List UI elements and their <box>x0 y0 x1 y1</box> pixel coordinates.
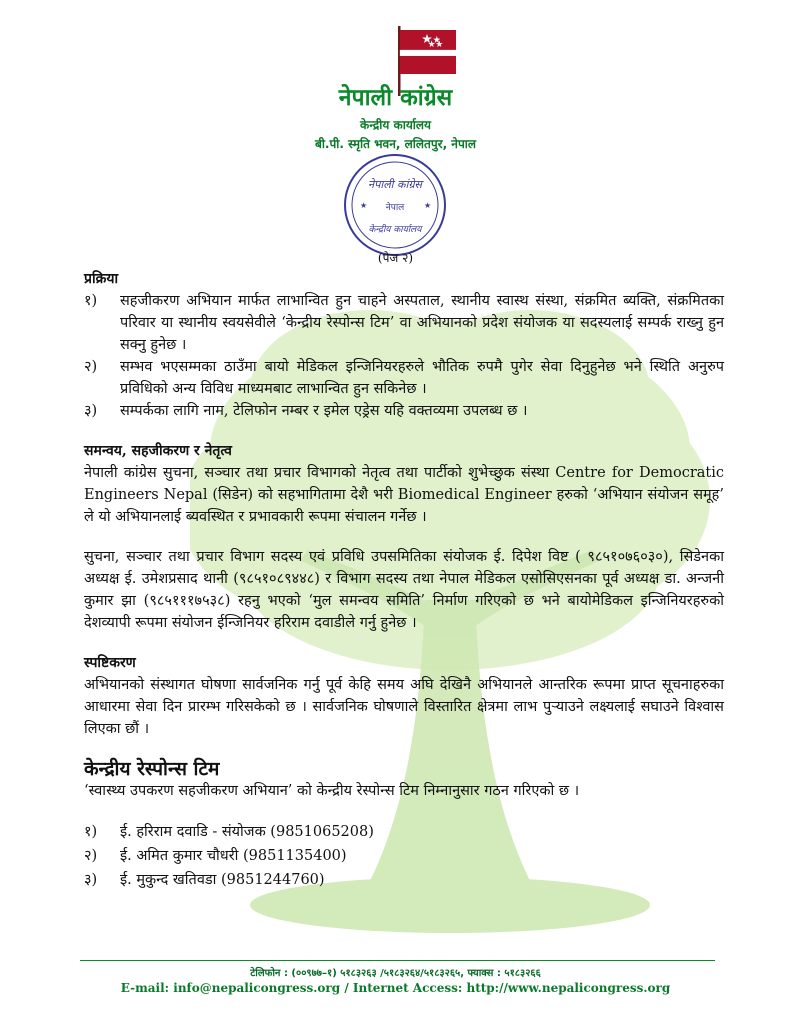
footer-phone: टेलिफोन : (००९७७–१) ५१८३२६३ /५१८३२६४/५१८३२६५, फ्याक्स : ५१८३२६६ <box>250 968 541 979</box>
list-number: २) <box>84 359 98 375</box>
footer-contact: E-mail: info@nepalicongress.org / Internet Access: http://www.nepalicongress.org <box>120 981 671 995</box>
team-member <box>84 844 724 868</box>
list-text: सहजीकरण अभियान मार्फत लाभान्वित हुन चाहने अस्पताल, स्थानीय स्वास्थ संस्था, संक्रमित ब्यक्ति, संक्रमितका परिवार या स्थानीय स्वयसेवीले ‘केन्द्रीय रेस्पोन्स टिम’ वा अभियानको प्रदेश संयोजक या सदस्यलाई सम्पर्क राख्नु हुन सक्नु हुनेछ । <box>120 293 724 353</box>
list-number: ३) <box>84 403 98 419</box>
list-number: १) <box>84 293 98 309</box>
team-member-text: ई. मुकुन्द खतिवडा (9851244760) <box>120 872 325 888</box>
coordination-title: समन्वय, सहजीकरण र नेतृत्व <box>84 443 232 459</box>
svg-text:केन्द्रीय कार्यालय: केन्द्रीय कार्यालय <box>368 225 422 235</box>
process-title: प्रक्रिया <box>84 271 119 287</box>
svg-text:नेपाल: नेपाल <box>385 203 405 213</box>
coordination-paragraph-1: नेपाली कांग्रेस सुचना, सञ्चार तथा प्रचार विभागको नेतृत्व तथा पार्टीको शुभेच्छुक संस्था Centre for Democratic Engineers Nepal (सिडेन) को सहभागितामा देशै भरी Biomedical Engineer हरुको ‘अभियान संयोजन समूह’ ले यो अभियानलाई ब्यवस्थित र प्रभावकारी रूपमा संचालन गर्नेछ । <box>84 465 724 525</box>
office-name: केन्द्रीय कार्यालय <box>359 118 432 132</box>
clarification-title: स्पष्टिकरण <box>84 655 136 671</box>
response-team-intro: ‘स्वास्थ्य उपकरण सहजीकरण अभियान’ को केन्द्रीय रेस्पोन्स टिम निम्नानुसार गठन गरिएको छ । <box>84 783 580 799</box>
list-number: १) <box>84 824 98 840</box>
coordination-paragraph-2: सुचना, सञ्चार तथा प्रचार विभाग सदस्य एवं प्रविधि उपसमितिका संयोजक ई. दिपेश विष्ट ( ९८५१०७६०३०), सिडेनका अध्यक्ष ई. उमेशप्रसाद थानी (९८५१०८९४४८) र विभाग सदस्य तथा नेपाल मेडिकल एसोसिएसनका पूर्व अध्यक्ष डा. अन्जनी कुमार झा (९८५१११७५३८) रहनु भएको ‘मुल समन्वय समिति’ निर्माण गरिएको छ भने बायोमेडिकल इन्जिनियरहरुको देशव्यापी रूपमा संयोजन ईन्जिनियर हरिराम दवाडीले गर्नु हुनेछ । <box>84 549 724 631</box>
svg-text:नेपाली कांग्रेस: नेपाली कांग्रेस <box>368 178 422 191</box>
party-name: नेपाली कांग्रेस <box>338 85 453 111</box>
footer-divider <box>80 960 715 961</box>
list-item <box>84 356 724 400</box>
page-number: (पेज २) <box>377 251 414 265</box>
team-member <box>84 820 724 844</box>
office-seal-stamp <box>340 150 450 260</box>
list-item <box>84 400 724 422</box>
letter-body <box>84 268 724 892</box>
team-member-text: ई. अमित कुमार चौधरी (9851135400) <box>120 848 347 864</box>
svg-text:★: ★ <box>424 201 432 210</box>
list-number: २) <box>84 848 98 864</box>
list-item <box>84 290 724 356</box>
response-team-title: केन्द्रीय रेस्पोन्स टिम <box>84 758 220 780</box>
list-text: सम्भव भएसम्मका ठाउँमा बायो मेडिकल इन्जिनियरहरुले भौतिक रुपमै पुगेर सेवा दिनुहुनेछ भने स्थिति अनुरुप प्रविधिको अन्य विविध माध्यमबाट लाभान्वित हुन सकिनेछ । <box>120 359 724 397</box>
office-address: बी.पी. स्मृति भवन, ललितपुर, नेपाल <box>314 137 477 151</box>
clarification-paragraph: अभियानको संस्थागत घोषणा सार्वजनिक गर्नु पूर्व केहि समय अघि देखिनै अभियानले आन्तरिक रूपमा प्राप्त सूचनाहरुका आधारमा सेवा दिन प्रारम्भ गरिसकेको छ । सार्वजनिक घोषणाले विस्तारित क्षेत्रमा लाभ पुऱ्याउने लक्ष्यलाई सघाउने विश्वास लिएका छौं । <box>84 677 724 737</box>
list-text: सम्पर्कका लागि नाम, टेलिफोन नम्बर र इमेल एड्रेस यहि वक्तव्यमा उपलब्ध छ । <box>120 403 528 419</box>
team-member-text: ई. हरिराम दवाडि - संयोजक (9851065208) <box>120 824 374 840</box>
list-number: ३) <box>84 872 98 888</box>
svg-text:★: ★ <box>360 201 368 210</box>
team-member <box>84 868 724 892</box>
